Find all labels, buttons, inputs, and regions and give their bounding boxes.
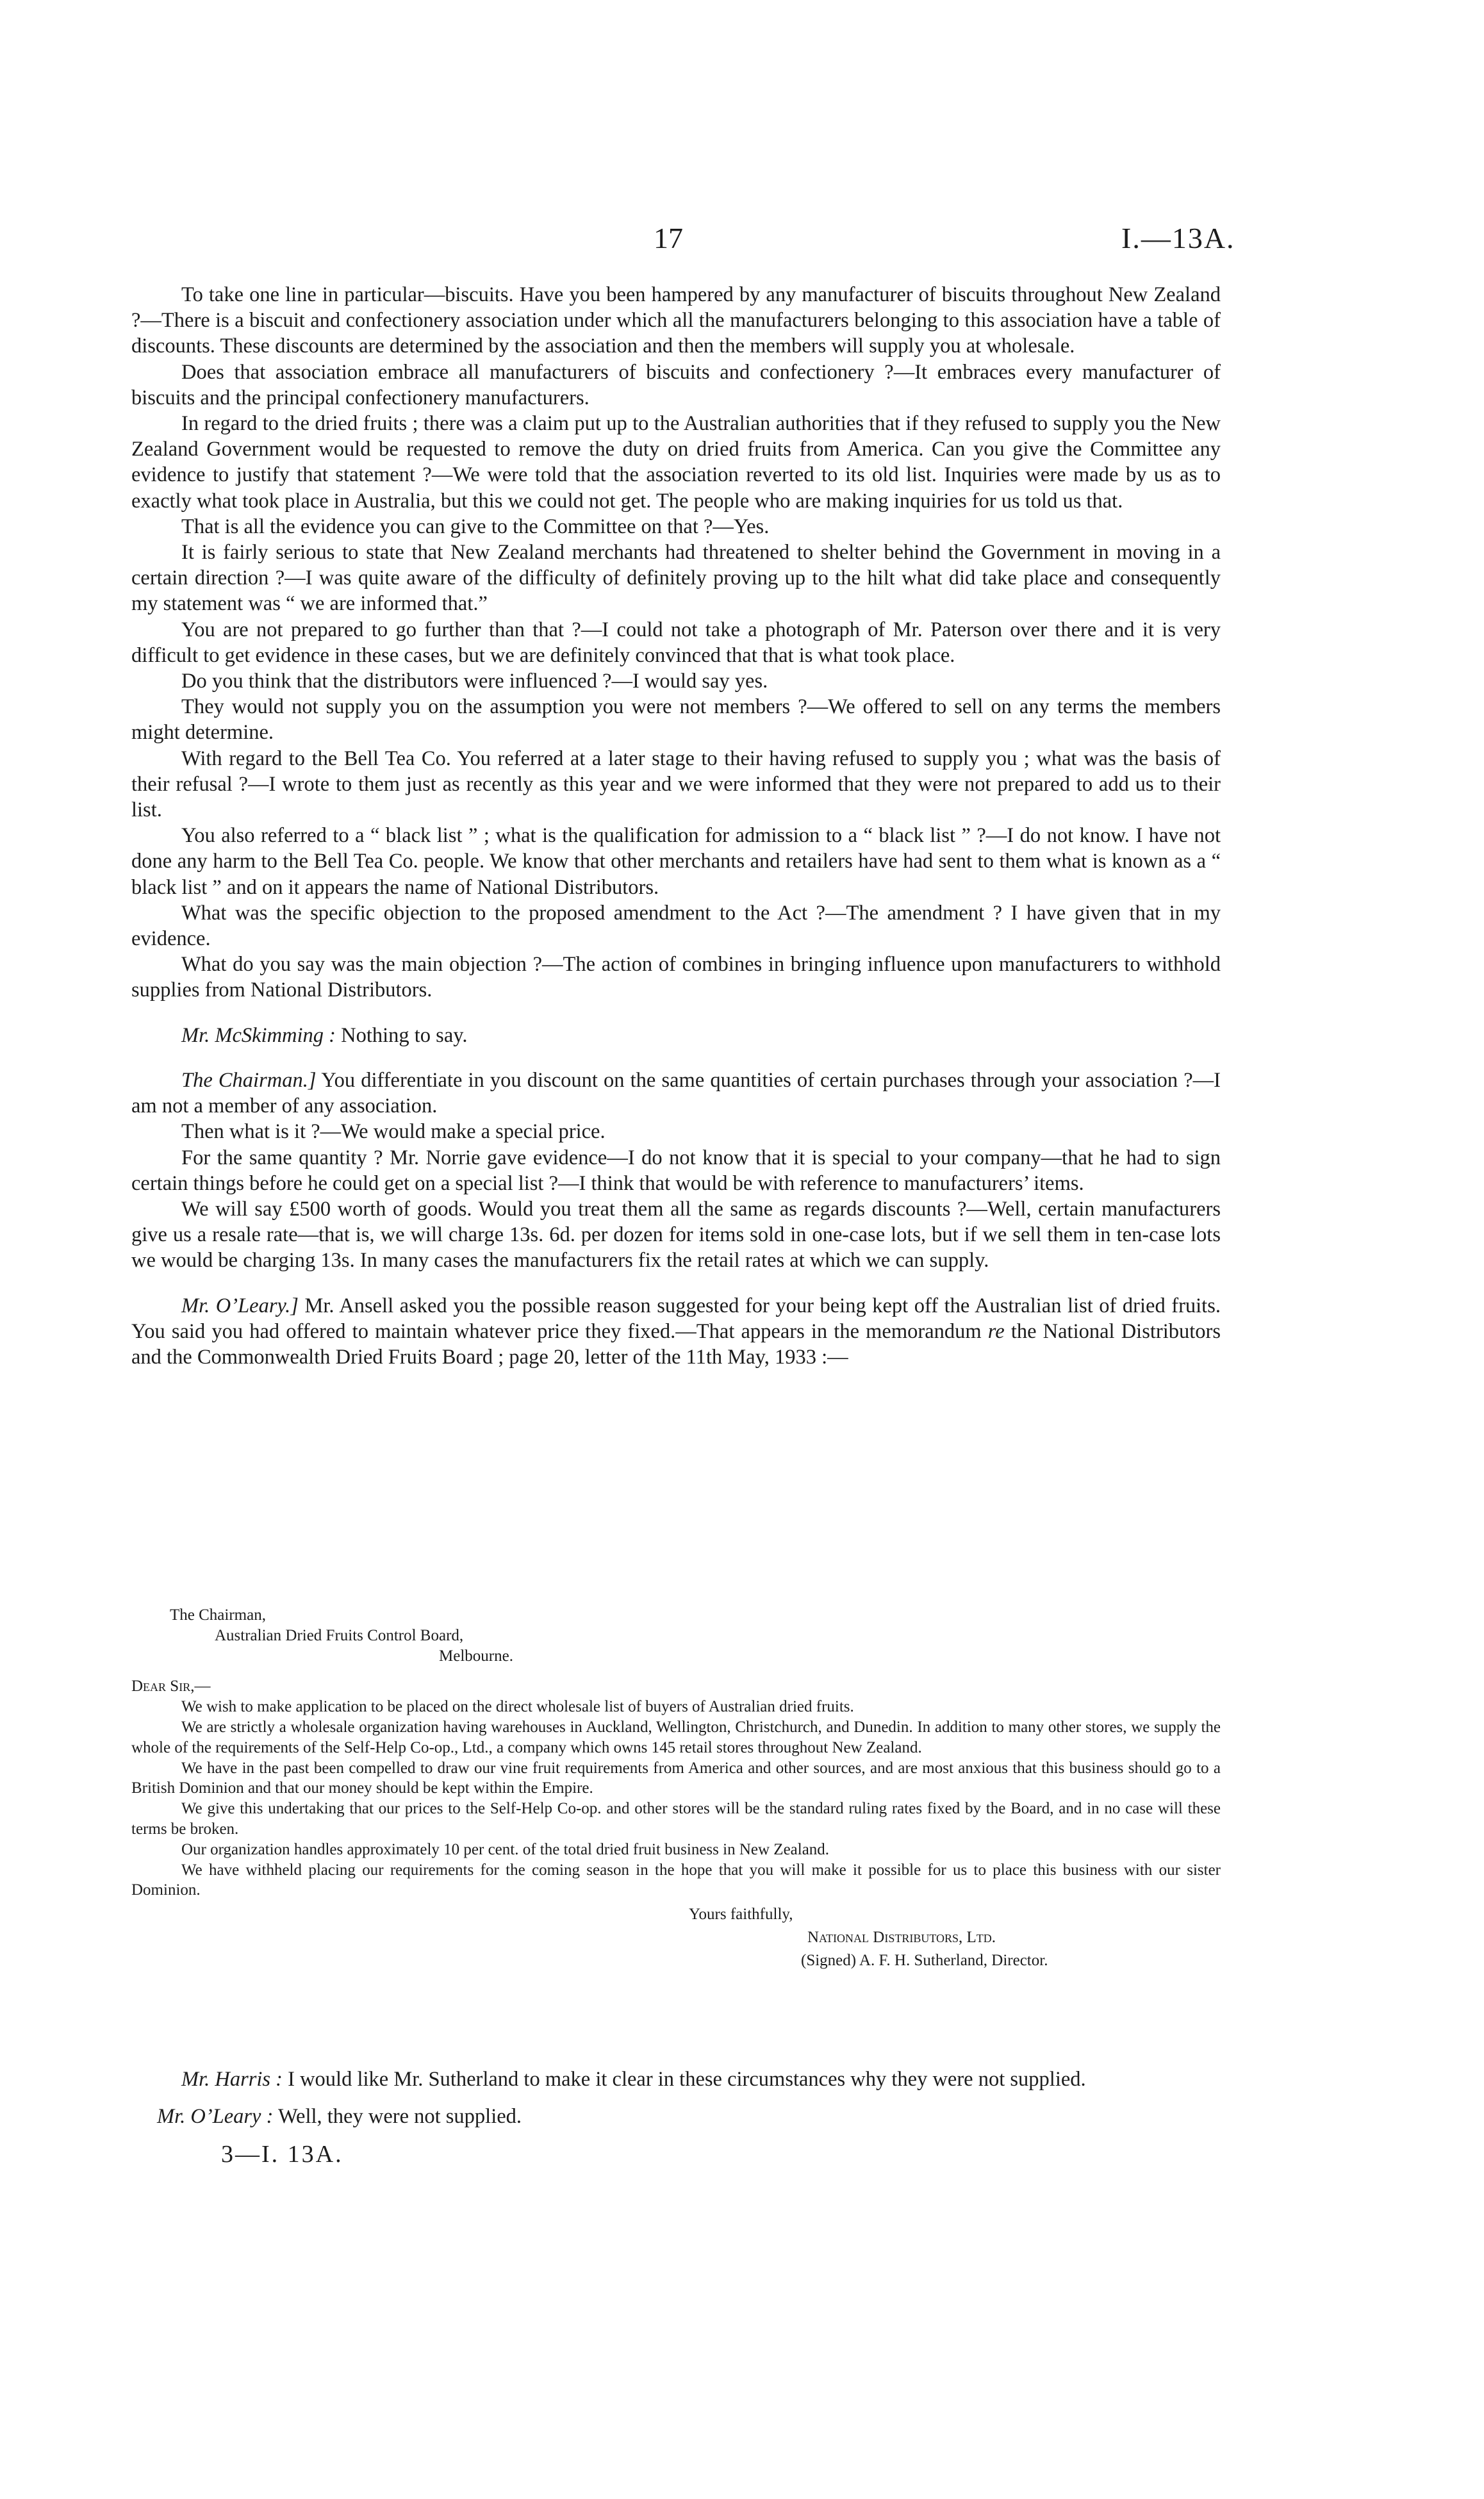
letter-salutation: Dear Sir,— [131,1678,211,1695]
evidence-body [131,282,1221,1370]
speaker-name: Mr. McSkimming : [181,1023,336,1047]
statement-text: Mr. Ansell asked you the possible reason suggested for your being kept off the Australian list of dried fruits. You said you had offered to maintain whatever price they fixed.—That appears in the memorandum [131,1294,1221,1343]
letter-signature: (Signed) A. F. H. Sutherland, Director. [801,1951,1048,1969]
oleary-question [131,1293,1221,1371]
paragraph: What do you say was the main objection ?—The action of combines in bringing influence upon manufacturers to withhold supplies from National Distributors. [131,953,1221,1002]
letter-paragraph: Our organization handles approximately 10 per cent. of the total dried fruit business in New Zealand. [181,1840,830,1858]
statement-text: Nothing to say. [336,1023,468,1047]
paragraph: It is fairly serious to state that New Zealand merchants had threatened to shelter behind the Government in moving in a certain direction ?—I was quite aware of the difficulty of definitely proving up to the hilt what did take place and consequently my statement was “ we are informed that.” [131,541,1221,616]
paragraph: We will say £500 worth of goods. Would you treat them all the same as regards discounts ?—Well, certain manufacturers give us a resale rate—that is, we will charge 13s. 6d. per dozen for items sold in one-case lots, but if we sell them in ten-case lots we would be charging 13s. In many cases the manufacturers fix the retail rates at which we can supply. [131,1197,1221,1273]
harris-statement [131,2066,1221,2092]
letter-organization: National Distributors, Ltd. [807,1928,996,1946]
speaker-name: Mr. O’Leary : [157,2105,274,2129]
paragraph: To take one line in particular—biscuits. Have you been hampered by any manufacturer of biscuits throughout New Zealand ?—There is a biscuit and confectionery association under which all the manufacturers belonging to this association have a table of discounts. These discounts are determined by the association and then the members will supply you at wholesale. [131,283,1221,358]
paragraph: With regard to the Bell Tea Co. You referred at a later stage to their having refused to supply you ; what was the basis of their refusal ?—I wrote to them just as recently as this year and we were informed that they were not prepared to add us to their list. [131,746,1221,822]
letter-addressee-city: Melbourne. [439,1647,513,1665]
sheet-reference: 3—I. 13A. [221,2141,343,2168]
statement-text: You differentiate in you discount on the same quantities of certain purchases through your association ?—I am not a member of any association. [131,1068,1221,1118]
paragraph: In regard to the dried fruits ; there was a claim put up to the Australian authorities that if they refused to supply you the New Zealand Government would be requested to remove the duty on dried fruits from America. Can you give the Committee any evidence to justify that statement ?—We were told that the association reverted to its old list. Inquiries were made by us as to exactly what took place in Australia, but this we could not get. The people who are making inquiries for us told us that. [131,412,1221,513]
statement-text: I would like Mr. Sutherland to make it clear in these circumstances why they were not supplied. [283,2068,1086,2091]
paper-reference: I.—13A. [1121,222,1235,254]
paragraph: You also referred to a “ black list ” ; what is the qualification for admission to a “ black list ” ?—I do not know. I have not done any harm to the Bell Tea Co. people. We know that other merchants and retailers have had sent to them what is known as a “ black list ” and on it appears the name of National Distributors. [131,824,1221,899]
paragraph: What was the specific objection to the proposed amendment to the Act ?—The amendment ? I have given that in my evidence. [131,901,1221,951]
oleary-statement [131,2104,1221,2129]
paragraph: Does that association embrace all manufacturers of biscuits and confectionery ?—It embraces every manufacturer of biscuits and the principal confectionery manufacturers. [131,360,1221,409]
letter-paragraph: We give this undertaking that our prices to the Self-Help Co-op. and other stores will be the standard ruling rates fixed by the Board, and in no case will these terms be broken. [131,1800,1221,1838]
paragraph: They would not supply you on the assumption you were not members ?—We offered to sell on any terms the members might determine. [131,695,1221,745]
paragraph: For the same quantity ? Mr. Norrie gave evidence—I do not know that it is special to your company—that he had to sign certain things before he could get on a special list ?—I think that would be with reference to manufacturers’ items. [131,1146,1221,1195]
letter-paragraph: We wish to make application to be placed on the direct wholesale list of buyers of Australian dried fruits. [181,1698,854,1716]
paragraph: That is all the evidence you can give to the Committee on that ?—Yes. [181,515,770,538]
letter-paragraph: We have in the past been compelled to draw our vine fruit requirements from America and other sources, and are most anxious that this business should go to a British Dominion and that our money should be kept within the Empire. [131,1759,1221,1797]
mcskimming-statement [131,1023,1221,1048]
letter-addressee: The Chairman, [170,1606,266,1624]
statement-text: Well, they were not supplied. [273,2105,522,2129]
latin-re: re [987,1319,1005,1343]
letter-closing: Yours faithfully, [689,1906,793,1924]
post-letter-exchange [131,2066,1221,2129]
speaker-name: Mr. Harris : [181,2068,283,2091]
letter-paragraph: We have withheld placing our requirements for the coming season in the hope that you will make it possible for us to place this business with our sister Dominion. [131,1861,1221,1899]
letter-addressee-org: Australian Dried Fruits Control Board, [215,1626,464,1644]
speaker-name: Mr. O’Leary.] [181,1294,299,1317]
paragraph: Then what is it ?—We would make a special price. [181,1120,606,1144]
chairman-question [131,1068,1221,1119]
paragraph: You are not prepared to go further than that ?—I could not take a photograph of Mr. Paterson over there and it is very difficult to get evidence in these cases, but we are definitely convinced that that is what took place. [131,618,1221,667]
letter-paragraph: We are strictly a wholesale organization having warehouses in Auckland, Wellington, Christchurch, and Dunedin. In addition to many other stores, we supply the whole of the requirements of the Self-Help Co-op., Ltd., a company which owns 145 retail stores throughout New Zealand. [131,1718,1221,1756]
speaker-name: The Chairman.] [181,1068,317,1092]
page-number: 17 [654,222,683,254]
quoted-letter [131,1605,1221,1971]
statement-text: the National Distributors and the Commonwealth Dried Fruits Board ; page 20, letter of the 11th May, 1933 :— [131,1319,1221,1369]
paragraph: Do you think that the distributors were influenced ?—I would say yes. [181,670,768,693]
